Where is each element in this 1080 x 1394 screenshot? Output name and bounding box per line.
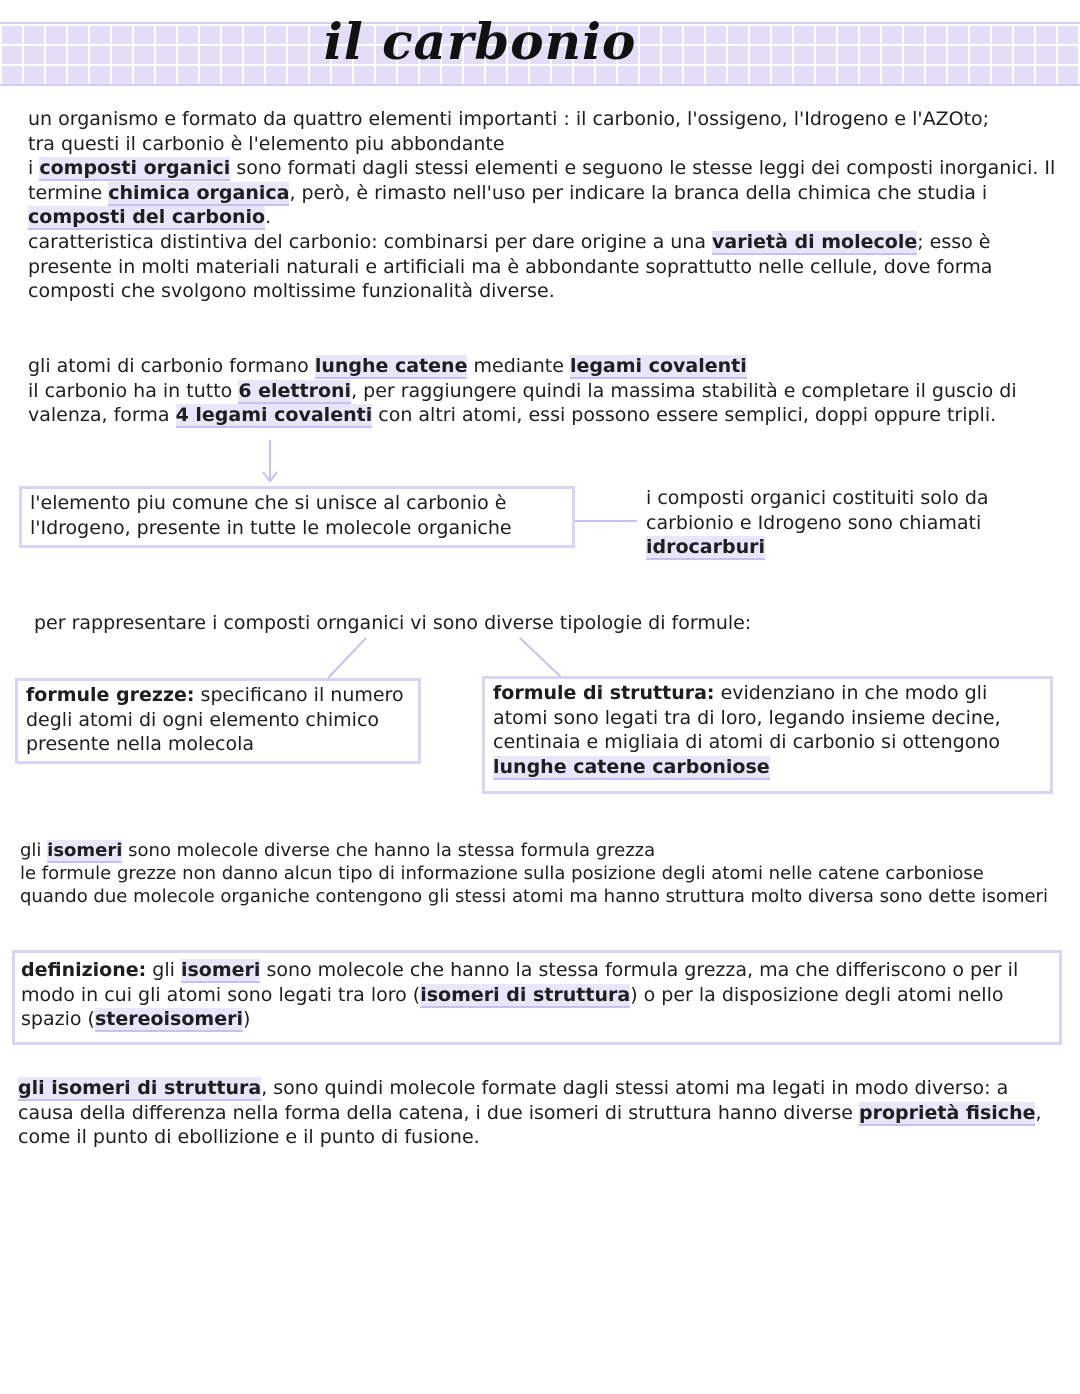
- intro-section: [28, 107, 1058, 304]
- highlight-lunghe-catene: lunghe catene: [314, 355, 468, 377]
- highlight-4-legami: 4 legami covalenti: [175, 404, 373, 427]
- highlight-def-isomeri: isomeri: [180, 959, 261, 981]
- highlight-legami-covalenti: legami covalenti: [569, 355, 747, 377]
- highlight-6-elettroni: 6 elettroni: [238, 379, 352, 402]
- highlight-isomeri-di-struttura: gli isomeri di struttura: [18, 1077, 262, 1099]
- highlight-catene-carboniose: lunghe catene carboniose: [493, 755, 770, 778]
- highlight-chimica-organica: chimica organica: [108, 181, 290, 204]
- covalent-section: [28, 354, 1068, 428]
- highlight-isomeri: isomeri: [47, 840, 123, 861]
- highlight-composti-carbonio: composti del carbonio: [28, 206, 266, 229]
- highlight-varieta-molecole: varietà di molecole: [712, 230, 918, 253]
- highlight-proprieta-fisiche: proprietà fisiche: [858, 1101, 1036, 1124]
- isomers-paragraph-1: gli isomeri sono molecole diverse che hanno la stessa formula grezza: [20, 840, 656, 861]
- intro-paragraph-2: tra questi il carbonio è l'elemento piu abbondante: [28, 132, 505, 155]
- intro-paragraph-4: caratteristica distintiva del carbonio: combinarsi per dare origine a una varietà di molecole; esso è presente in molti materiali naturali e artificiali ma è abbondante soprattutto nelle cellule, dove forma composti che svolgono moltissime funzionalità diverse.: [28, 230, 993, 303]
- highlight-idrocarburi: idrocarburi: [646, 536, 766, 559]
- page-title: il carbonio: [323, 12, 637, 71]
- formula-connectors: [320, 636, 580, 680]
- formule-struttura-box: formule di struttura: evidenziano in che modo gli atomi sono legati tra di loro, legando insieme decine, centinaia e migliaia di atomi di carbonio si ottengono lunghe catene carboniose: [482, 676, 1053, 794]
- hydrogen-box: l'elemento piu comune che si unisce al carbonio è l'Idrogeno, presente in tutte le molecole organiche: [19, 486, 575, 548]
- arrow-down-icon: [260, 440, 280, 484]
- hydrocarbon-note: i composti organici costituiti solo da carbionio e Idrogeno sono chiamati idrocarburi: [646, 487, 989, 559]
- formulas-intro: per rappresentare i composti ornganici vi sono diverse tipologie di formule:: [34, 612, 752, 634]
- formule-struttura-label: formule di struttura:: [493, 682, 715, 704]
- definition-box: definizione: gli isomeri sono molecole che hanno la stessa formula grezza, ma che differiscono o per il modo in cui gli atomi sono legati tra loro (isomeri di struttura) o per la disposizione degli atomi nello spazio (stereoisomeri): [12, 950, 1062, 1045]
- structure-isomers-section: [18, 1076, 1058, 1150]
- definition-label: definizione:: [21, 959, 147, 981]
- highlight-isomeri-struttura: isomeri di struttura: [420, 983, 631, 1006]
- intro-paragraph-3: i composti organici sono formati dagli stessi elementi e seguono le stesse leggi dei composti inorganici. Il termine chimica organica, però, è rimasto nell'uso per indicare la branca della chimica che studia i composti del carbonio.: [28, 157, 1056, 229]
- formule-grezze-label: formule grezze:: [26, 684, 195, 706]
- isomers-paragraph-3: quando due molecole organiche contengono gli stessi atomi ma hanno struttura molto diversa sono dette isomeri: [20, 886, 1048, 908]
- structure-isomers-paragraph: gli isomeri di struttura, sono quindi molecole formate dagli stessi atomi ma legati in modo diverso: a causa della differenza nella forma della catena, i due isomeri di struttura hanno diverse proprietà fisiche, come il punto di ebollizione e il punto di fusione.: [18, 1077, 1042, 1149]
- intro-paragraph-1: un organismo e formato da quattro elementi importanti : il carbonio, l'ossigeno, l'Idrogeno e l'AZOto;: [28, 108, 990, 130]
- isomers-paragraph-2: le formule grezze non danno alcun tipo di informazione sulla posizione degli atomi nelle catene carboniose: [20, 863, 984, 885]
- isomers-section: [20, 839, 1060, 909]
- connector-line: [575, 520, 637, 522]
- highlight-composti-organici: composti organici: [39, 157, 231, 180]
- covalent-paragraph-2: il carbonio ha in tutto 6 elettroni, per raggiungere quindi la massima stabilità e completare il guscio di valenza, forma 4 legami covalenti con altri atomi, essi possono essere semplici, doppi oppure tripli.: [28, 379, 1017, 427]
- formule-grezze-box: formule grezze: specificano il numero degli atomi di ogni elemento chimico presente nella molecola: [15, 678, 421, 764]
- highlight-stereoisomeri: stereoisomeri: [94, 1008, 243, 1031]
- covalent-paragraph-1: gli atomi di carbonio formano lunghe catene mediante legami covalenti: [28, 355, 747, 377]
